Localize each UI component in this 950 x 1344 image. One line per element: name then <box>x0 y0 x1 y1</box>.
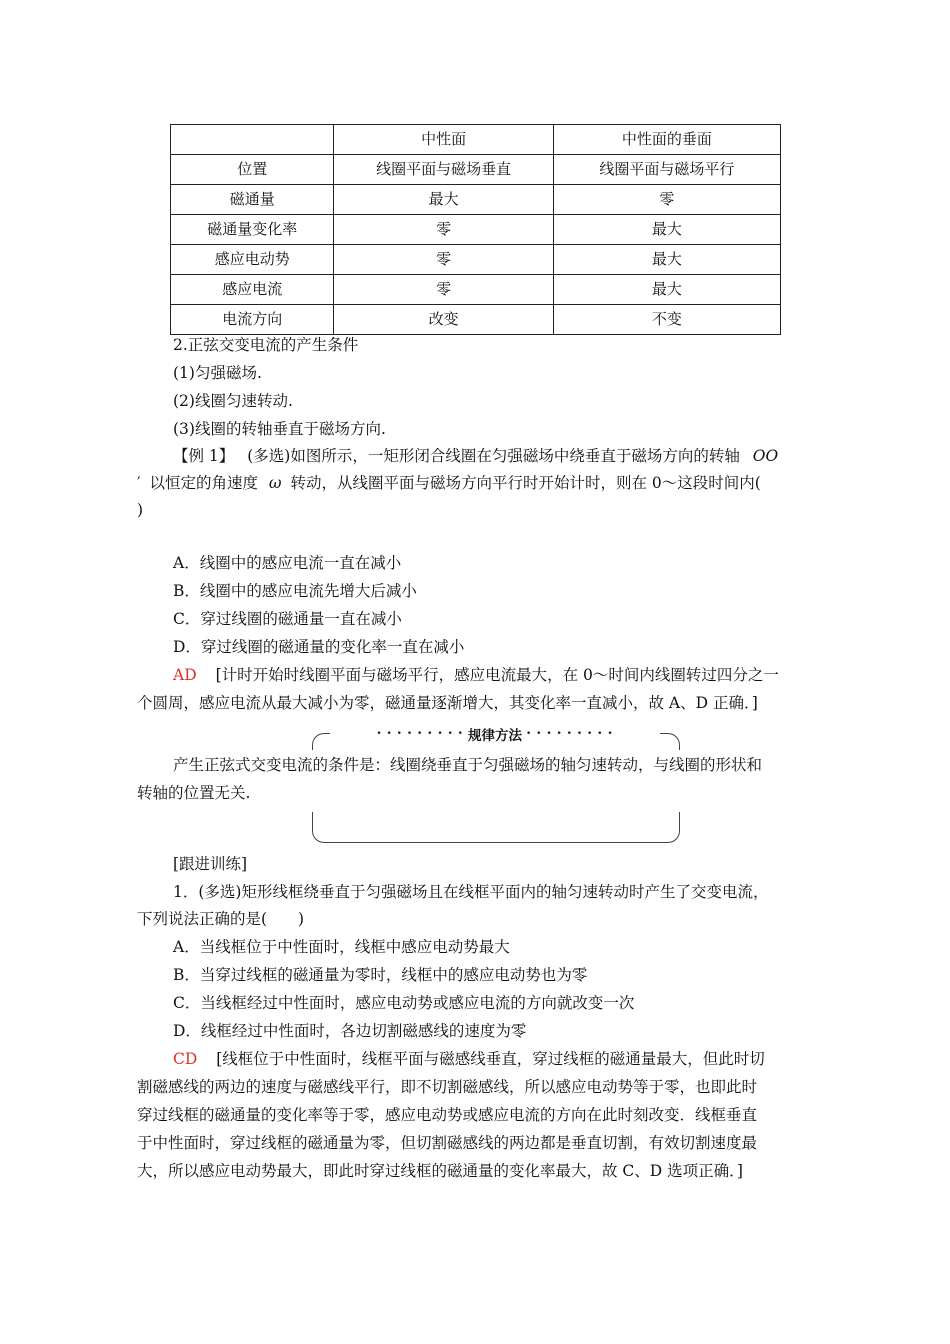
example-text: 以恒定的角速度 <box>149 474 258 492</box>
answer-option: D．穿过线圈的磁通量的变化率一直在减小 <box>173 638 465 656</box>
table-header-cell: 中性面的垂面 <box>553 125 780 155</box>
table-row <box>171 185 781 215</box>
table-cell: 不变 <box>553 305 780 335</box>
method-box-bottom-border <box>312 812 680 843</box>
answer-explanation-line: 割磁感线的两边的速度与磁感线平行，即不切割磁感线，所以感应电动势等于零，也即此时 <box>137 1078 758 1096</box>
answer-option: B．当穿过线框的磁通量为零时，线框中的感应电动势也为零 <box>173 966 588 984</box>
table-row <box>171 215 781 245</box>
table-cell: 最大 <box>553 245 780 275</box>
answer-option: A．当线框位于中性面时，线框中感应电动势最大 <box>173 938 510 956</box>
answer-explanation-line: 穿过线框的磁通量的变化率等于零，感应电动势或感应电流的方向在此时刻改变．线框垂直 <box>137 1106 758 1124</box>
practice-question: 1．(多选)矩形线框绕垂直于匀强磁场且在线框平面内的轴匀速转动时产生了交变电流， <box>173 883 769 901</box>
prime-mark: ′ <box>137 474 141 492</box>
answer-explanation-line: 于中性面时，穿过线框的磁通量为零，但切割磁感线的两边都是垂直切割，有效切割速度最 <box>137 1134 758 1152</box>
example-question-line: ) <box>137 501 144 519</box>
method-text: 转轴的位置无关. <box>137 784 251 802</box>
table-row <box>171 155 781 185</box>
answer-explanation-line <box>173 668 779 684</box>
table-cell: 线圈平面与磁场平行 <box>553 155 780 185</box>
table-cell: 零 <box>334 245 553 275</box>
table-cell: 零 <box>334 215 553 245</box>
table-cell: 电流方向 <box>171 305 334 335</box>
axis-label: OO <box>752 447 779 465</box>
answer-explanation-line: 大，所以感应电动势最大，即此时穿过线框的磁通量的变化率最大，故 C、D 选项正确．] <box>137 1162 743 1180</box>
table-cell: 零 <box>553 185 780 215</box>
example-text: 转动，从线圈平面与磁场方向平行时开始计时，则在 0～这段时间内( <box>290 474 761 492</box>
answer-option: D．线框经过中性面时，各边切割磁感线的速度为零 <box>173 1022 527 1040</box>
table-cell: 线圈平面与磁场垂直 <box>334 155 553 185</box>
table-cell: 感应电动势 <box>171 245 334 275</box>
explanation-text: [线框位于中性面时，线框平面与磁感线垂直，穿过线框的磁通量最大，但此时切 <box>216 1050 765 1068</box>
practice-question: 下列说法正确的是( ) <box>137 910 305 928</box>
example-text: (多选)如图所示，一矩形闭合线圈在匀强磁场中绕垂直于磁场方向的转轴 <box>247 447 740 465</box>
answer-explanation-line: 个圆周，感应电流从最大减小为零，磁通量逐渐增大，其变化率一直减小，故 A、D 正确．] <box>137 694 758 712</box>
answer-option: C．当线框经过中性面时，感应电动势或感应电流的方向就改变一次 <box>173 994 635 1012</box>
table-cell: 磁通量 <box>171 185 334 215</box>
answer-option: A．线圈中的感应电流一直在减小 <box>173 554 402 572</box>
table-cell: 感应电流 <box>171 275 334 305</box>
dots-decoration-icon: • • • • • • • • • <box>526 729 614 739</box>
method-box-banner <box>330 726 660 742</box>
table-header-cell: 中性面 <box>334 125 553 155</box>
explanation-text: [计时开始时线圈平面与磁场平行，感应电流最大，在 0～时间内线圈转过四分之一 <box>215 666 779 684</box>
example-question-line <box>173 449 778 465</box>
condition-item: (1)匀强磁场. <box>173 364 262 382</box>
table-cell: 位置 <box>171 155 334 185</box>
table-cell: 最大 <box>553 275 780 305</box>
table-row <box>171 245 781 275</box>
table-cell: 最大 <box>553 215 780 245</box>
answer-key: AD <box>173 666 197 684</box>
table-row <box>171 305 781 335</box>
table-cell: 磁通量变化率 <box>171 215 334 245</box>
example-question-line <box>137 476 761 492</box>
answer-option: C．穿过线圈的磁通量一直在减小 <box>173 610 402 628</box>
dots-decoration-icon: • • • • • • • • • <box>376 729 464 739</box>
method-box-title: 规律方法 <box>468 728 522 744</box>
table-row <box>171 275 781 305</box>
table-header-cell <box>171 125 334 155</box>
table-header-row <box>171 125 781 155</box>
condition-item: (2)线圈匀速转动. <box>173 392 293 410</box>
method-text: 产生正弦式交变电流的条件是：线圈绕垂直于匀强磁场的轴匀速转动，与线圈的形状和 <box>173 756 763 774</box>
answer-key: CD <box>173 1050 198 1068</box>
table-cell: 零 <box>334 275 553 305</box>
practice-title: [跟进训练] <box>173 855 248 873</box>
example-tag: 【例 1】 <box>173 447 235 465</box>
comparison-table <box>170 124 781 335</box>
table-cell: 最大 <box>334 185 553 215</box>
table-cell: 改变 <box>334 305 553 335</box>
answer-explanation-line <box>173 1052 765 1068</box>
section-title: 2.正弦交变电流的产生条件 <box>173 336 359 354</box>
answer-option: B．线圈中的感应电流先增大后减小 <box>173 582 417 600</box>
omega-symbol: ω <box>268 474 282 492</box>
condition-item: (3)线圈的转轴垂直于磁场方向. <box>173 420 386 438</box>
